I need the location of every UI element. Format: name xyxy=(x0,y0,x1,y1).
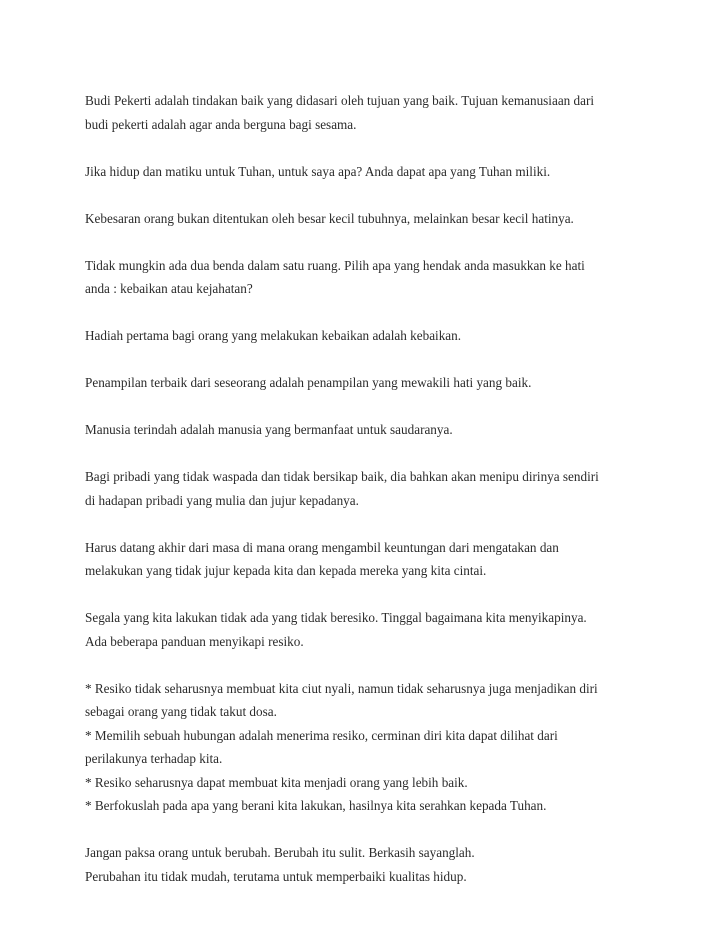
text-line: * Resiko tidak seharusnya membuat kita ciut nyali, namun tidak seharusnya juga menjadikan diri xyxy=(85,680,598,696)
paragraph xyxy=(85,371,660,395)
document-body xyxy=(85,89,660,912)
text-line: * Berfokuslah pada apa yang berani kita lakukan, hasilnya kita serahkan kepada Tuhan. xyxy=(85,798,547,813)
paragraph xyxy=(85,254,660,301)
paragraph xyxy=(85,677,660,818)
text-line: Tidak mungkin ada dua benda dalam satu ruang. Pilih apa yang hendak anda masukkan ke hati xyxy=(85,257,585,273)
paragraph xyxy=(85,465,660,512)
text-line: Ada beberapa panduan menyikapi resiko. xyxy=(85,633,304,649)
text-line: Jika hidup dan matiku untuk Tuhan, untuk saya apa? Anda dapat apa yang Tuhan miliki. xyxy=(85,163,551,179)
text-line: Harus datang akhir dari masa di mana orang mengambil keuntungan dari mengatakan dan xyxy=(85,539,559,555)
paragraph xyxy=(85,418,660,442)
text-line: sebagai orang yang tidak takut dosa. xyxy=(85,704,277,719)
paragraph xyxy=(85,536,660,583)
text-line: budi pekerti adalah agar anda berguna bagi sesama. xyxy=(85,116,357,132)
text-line: di hadapan pribadi yang mulia dan jujur kepadanya. xyxy=(85,492,359,508)
text-line: Manusia terindah adalah manusia yang bermanfaat untuk saudaranya. xyxy=(85,422,453,437)
text-line: Penampilan terbaik dari seseorang adalah penampilan yang mewakili hati yang baik. xyxy=(85,375,532,390)
text-line: Hadiah pertama bagi orang yang melakukan kebaikan adalah kebaikan. xyxy=(85,328,462,343)
text-line: Budi Pekerti adalah tindakan baik yang didasari oleh tujuan yang baik. Tujuan kemanusiaan dari xyxy=(85,93,595,108)
text-line: * Memilih sebuah hubungan adalah menerima resiko, cerminan diri kita dapat dilihat dari xyxy=(85,727,558,743)
text-line: Perubahan itu tidak mudah, terutama untuk memperbaiki kualitas hidup. xyxy=(85,868,467,884)
text-line: * Resiko seharusnya dapat membuat kita menjadi orang yang lebih baik. xyxy=(85,774,468,790)
text-line: Segala yang kita lakukan tidak ada yang tidak beresiko. Tinggal bagaimana kita menyikapinya. xyxy=(85,610,587,625)
text-line: melakukan yang tidak jujur kepada kita dan kepada mereka yang kita cintai. xyxy=(85,563,487,578)
paragraph xyxy=(85,324,660,348)
text-line: Jangan paksa orang untuk berubah. Berubah itu sulit. Berkasih sayanglah. xyxy=(85,845,475,860)
text-line: perilakunya terhadap kita. xyxy=(85,751,223,766)
paragraph xyxy=(85,89,660,136)
text-line: Kebesaran orang bukan ditentukan oleh besar kecil tubuhnya, melainkan besar kecil hatinya. xyxy=(85,210,574,226)
paragraph xyxy=(85,841,660,888)
paragraph xyxy=(85,160,660,184)
paragraph xyxy=(85,606,660,653)
text-line: Bagi pribadi yang tidak waspada dan tidak bersikap baik, dia bahkan akan menipu dirinya sendiri xyxy=(85,469,599,484)
paragraph xyxy=(85,207,660,231)
text-line: anda : kebaikan atau kejahatan? xyxy=(85,281,253,296)
